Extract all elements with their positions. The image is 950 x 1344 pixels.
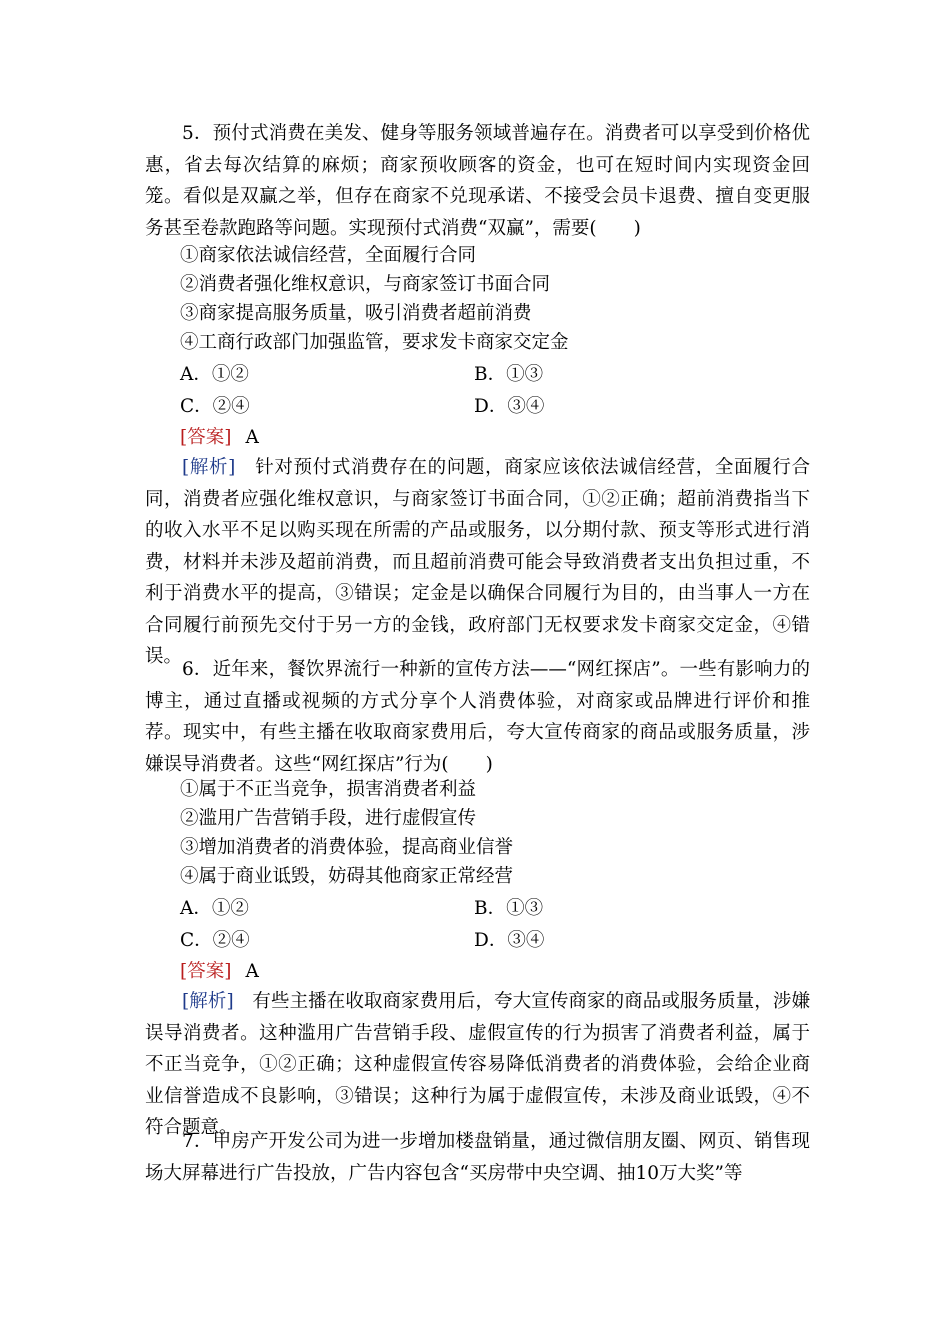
- q5-analysis: [145, 452, 810, 673]
- q7-stem: 7．甲房产开发公司为进一步增加楼盘销量，通过微信朋友圈、网页、销售现场大屏幕进行广告投放，广告内容包含“买房带中央空调、抽10万大奖”等: [145, 1131, 810, 1184]
- q5-answer: [180, 424, 259, 452]
- q6-item-3: ③增加消费者的消费体验，提高商业信誉: [180, 837, 514, 858]
- q6-item-1: ①属于不正当竞争，损害消费者利益: [180, 779, 477, 800]
- q6-answer-value: A: [245, 961, 259, 982]
- q6-option-b: B．①③: [474, 898, 544, 919]
- q6-item-2: ②滥用广告营销手段，进行虚假宣传: [180, 808, 477, 829]
- q6-answer: [180, 958, 259, 986]
- q5-option-d: D．③④: [474, 396, 545, 417]
- q5-analysis-tag: [解析]: [182, 457, 236, 478]
- q6-analysis-tag: [解析]: [182, 991, 234, 1012]
- q6-item-4: ④属于商业诋毁，妨碍其他商家正常经营: [180, 866, 514, 887]
- q6-option-c: C．②④: [180, 930, 250, 951]
- q5-analysis-text: 针对预付式消费存在的问题，商家应该依法诚信经营，全面履行合同，消费者应强化维权意识，与商家签订书面合同，①②正确；超前消费指当下的收入水平不足以购买现在所需的产品或服务，以分期付款、预支等形式进行消费，材料并未涉及超前消费，而且超前消费可能会导致消费者支出负担过重，不利于消费水平的提高，③错误；定金是以确保合同履行为目的，由当事人一方在合同履行前预先交付于另一方的金钱，政府部门无权要求发卡商家交定金，④错误。: [145, 457, 810, 667]
- q5-option-b: B．①③: [474, 364, 544, 385]
- q5-item-2: ②消费者强化维权意识，与商家签订书面合同: [180, 274, 551, 295]
- q5-option-c: C．②④: [180, 396, 250, 417]
- q6-option-d: D．③④: [474, 930, 545, 951]
- q6-stem: 6．近年来，餐饮界流行一种新的宣传方法——“网红探店”。一些有影响力的博主，通过直播或视频的方式分享个人消费体验，对商家或品牌进行评价和推荐。现实中，有些主播在收取商家费用后，夸大宣传商家的商品或服务质量，涉嫌误导消费者。这些“网红探店”行为( ): [145, 659, 810, 775]
- q6-analysis-text: 有些主播在收取商家费用后，夸大宣传商家的商品或服务质量，涉嫌误导消费者。这种滥用广告营销手段、虚假宣传的行为损害了消费者利益，属于不正当竞争，①②正确；这种虚假宣传容易降低消费者的消费体验，会给企业商业信誉造成不良影响，③错误；这种行为属于虚假宣传，未涉及商业诋毁，④不符合题意。: [145, 991, 810, 1138]
- q6-analysis: [145, 986, 810, 1144]
- q5-answer-tag: [答案]: [180, 427, 232, 448]
- q6-option-a: A．①②: [180, 898, 249, 919]
- q5-item-1: ①商家依法诚信经营，全面履行合同: [180, 245, 477, 266]
- q5-stem: 5．预付式消费在美发、健身等服务领域普遍存在。消费者可以享受到价格优惠，省去每次结算的麻烦；商家预收顾客的资金，也可在短时间内实现资金回笼。看似是双赢之举，但存在商家不兑现承诺、不接受会员卡退费、擅自变更服务甚至卷款跑路等问题。实现预付式消费“双赢”，需要( ): [145, 123, 810, 239]
- q5-item-3: ③商家提高服务质量，吸引消费者超前消费: [180, 303, 532, 324]
- q5-answer-value: A: [245, 427, 259, 448]
- q6-answer-tag: [答案]: [180, 961, 232, 982]
- q5-item-4: ④工商行政部门加强监管，要求发卡商家交定金: [180, 332, 569, 353]
- q5-option-a: A．①②: [180, 364, 249, 385]
